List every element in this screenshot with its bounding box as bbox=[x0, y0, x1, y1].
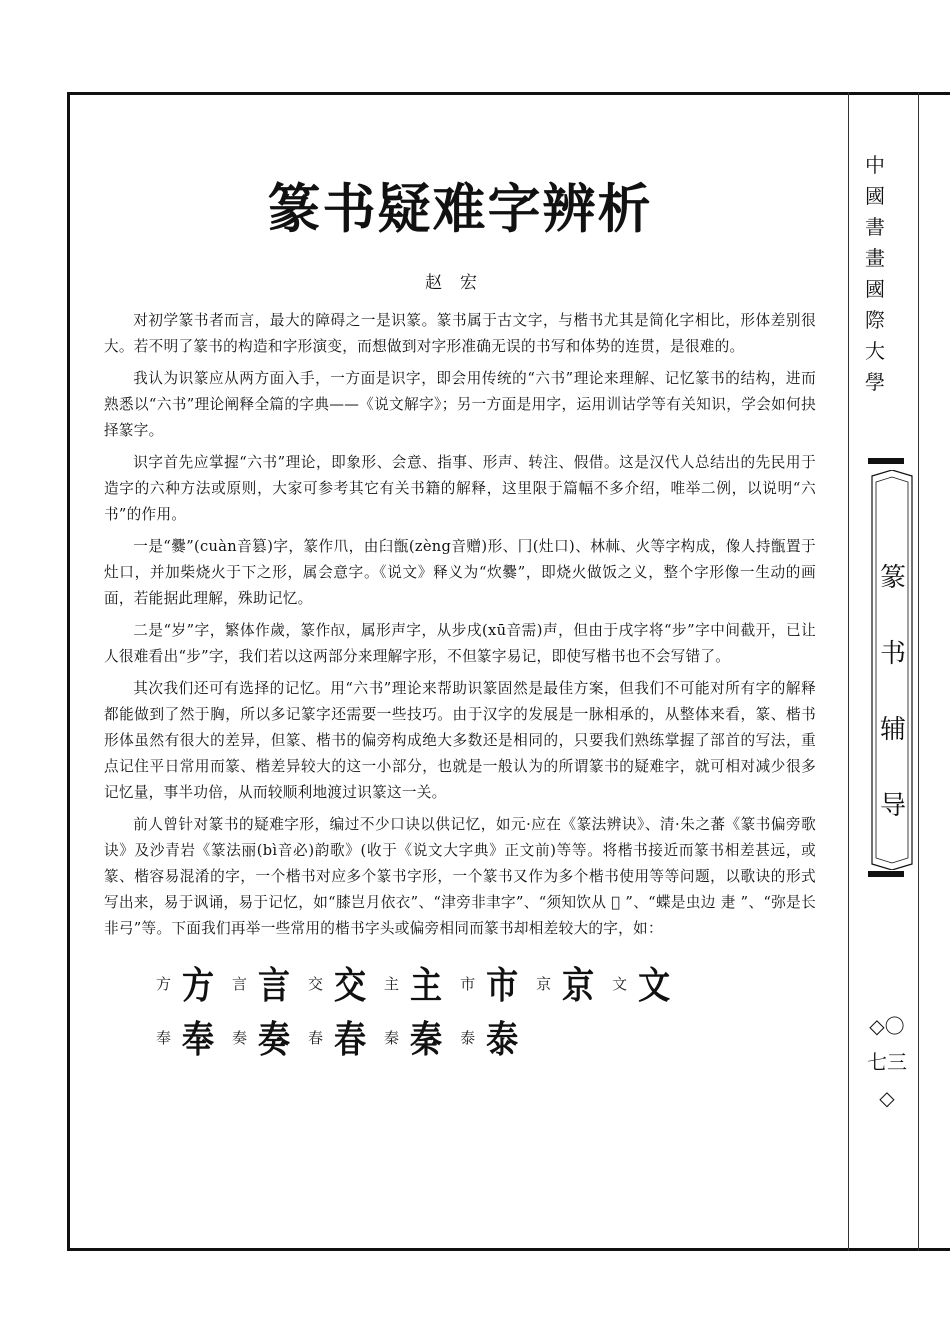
kaishu-char: 春 bbox=[308, 1028, 324, 1047]
paragraph: 前人曾针对篆书的疑难字形，编过不少口诀以供记忆，如元·应在《篆法辨诀》、清·朱之蕃《篆书偏旁歌诀》及沙青岩《篆法丽(bì音必)韵歌》(收于《说文大字典》正文前)等等。将楷书接近而篆书相差甚远，或篆、楷容易混淆的字，一个楷书对应多个篆书字形，一个篆书又作为多个楷书使用等等问题，以歌诀的形式写出来，易于讽诵，易于记忆，如“膝岂月依衣”、“津旁非聿字”、“须知饮从 𠊊 ”、“蝶是虫边 疌 ”、“弥是长非弓”等。下面我们再举一些常用的楷书字头或偏旁相同而篆书却相差较大的字，如： bbox=[104, 816, 816, 937]
paragraph: 我认为识篆应从两方面入手，一方面是识字，即会用传统的“六书”理论来理解、记忆篆书的结构，进而熟悉以“六书”理论阐释全篇的字典——《说文解字》；另一方面是用字，运用训诂学等有关知识，学会如何抉择篆字。 bbox=[104, 370, 816, 439]
kaishu-char: 京 bbox=[536, 974, 552, 993]
example-pair bbox=[536, 960, 594, 1006]
seal-char: 方 bbox=[182, 963, 215, 1008]
kaishu-char: 市 bbox=[460, 974, 476, 993]
example-pair bbox=[232, 1014, 290, 1060]
divider-line bbox=[848, 92, 849, 1251]
example-pair bbox=[384, 1014, 442, 1060]
example-row bbox=[156, 1010, 816, 1064]
kaishu-char: 方 bbox=[156, 974, 172, 993]
publication-name: 中國書畫國際大學 bbox=[865, 153, 885, 394]
seal-char: 市 bbox=[486, 963, 519, 1008]
seal-char: 泰 bbox=[486, 1017, 519, 1062]
article-author: 赵宏 bbox=[425, 273, 495, 293]
kaishu-char: 主 bbox=[384, 974, 400, 993]
article-title: 篆书疑难字辨析 bbox=[267, 179, 653, 240]
seal-char: 春 bbox=[334, 1017, 367, 1062]
section-bar-bottom bbox=[868, 871, 904, 877]
seal-char: 言 bbox=[258, 963, 291, 1008]
seal-char: 奏 bbox=[258, 1017, 291, 1062]
divider-line bbox=[918, 92, 919, 1251]
seal-char: 文 bbox=[638, 963, 671, 1008]
example-pair bbox=[232, 960, 290, 1006]
example-pair bbox=[308, 960, 366, 1006]
paragraph: 识字首先应掌握“六书”理论，即象形、会意、指事、形声、转注、假借。这是汉代人总结出的先民用于造字的六种方法或原则，大家可参考其它有关书籍的解释，这里限于篇幅不多介绍，唯举二例，以说明“六书”的作用。 bbox=[104, 454, 816, 523]
kaishu-char: 交 bbox=[308, 974, 324, 993]
paragraph: 对初学篆书者而言，最大的障碍之一是识篆。篆书属于古文字，与楷书尤其是简化字相比，形体差别很大。若不明了篆书的构造和字形演变，而想做到对字形准确无误的书写和体势的连贯，是很难的。 bbox=[104, 312, 816, 355]
section-label: 篆书辅导 bbox=[879, 563, 906, 821]
example-pair bbox=[308, 1014, 366, 1060]
seal-char: 京 bbox=[562, 963, 595, 1008]
example-pair bbox=[156, 1014, 214, 1060]
seal-char: 奉 bbox=[182, 1017, 215, 1062]
seal-char: 主 bbox=[410, 963, 443, 1008]
kaishu-char: 奉 bbox=[156, 1028, 172, 1047]
paragraph: 二是“岁”字，繁体作歲，篆作𣦻，属形声字，从步戌(xū音需)声，但由于戌字将“步”字中间截开，已让人很难看出“步”字，我们若以这两部分来理解字形，不但篆字易记，即使写楷书也不会写错了。 bbox=[104, 622, 816, 665]
example-pair bbox=[612, 960, 670, 1006]
seal-examples bbox=[104, 956, 816, 1064]
kaishu-char: 秦 bbox=[384, 1028, 400, 1047]
example-pair bbox=[460, 960, 518, 1006]
kaishu-char: 言 bbox=[232, 974, 248, 993]
kaishu-char: 泰 bbox=[460, 1028, 476, 1047]
page-number: ◇〇七三◇ bbox=[867, 1014, 907, 1110]
seal-char: 秦 bbox=[410, 1017, 443, 1062]
kaishu-char: 文 bbox=[612, 974, 628, 993]
example-pair bbox=[156, 960, 214, 1006]
paragraph: 一是“爨”(cuàn音篡)字，篆作𤓯，由𦥑甑(zèng音赠)形、冂(灶口)、林𣏟、火等字构成，像人持甑置于灶口，并加柴烧火于下之形，属会意字。《说文》释义为“炊爨”，即烧火做饭之义，整个字形像一生动的画面，若能据此理解，殊助记忆。 bbox=[104, 538, 816, 607]
example-row bbox=[156, 956, 816, 1010]
article bbox=[104, 170, 816, 1064]
kaishu-char: 奏 bbox=[232, 1028, 248, 1047]
section-bar-top bbox=[868, 458, 904, 464]
seal-char: 交 bbox=[334, 963, 367, 1008]
example-pair bbox=[384, 960, 442, 1006]
example-pair bbox=[460, 1014, 518, 1060]
paragraph: 其次我们还可有选择的记忆。用“六书”理论来帮助识篆固然是最佳方案，但我们不可能对所有字的解释都能做到了然于胸，所以多记篆字还需要一些技巧。由于汉字的发展是一脉相承的，从整体来看，篆、楷书形体虽然有很大的差异，但篆、楷书的偏旁构成绝大多数还是相同的，只要我们熟练掌握了部首的写法，重点记住平日常用而篆、楷差异较大的这一小部分，也就是一般认为的所谓篆书的疑难字，就可相对减少很多记忆量，事半功倍，从而较顺利地渡过识篆这一关。 bbox=[104, 680, 816, 801]
